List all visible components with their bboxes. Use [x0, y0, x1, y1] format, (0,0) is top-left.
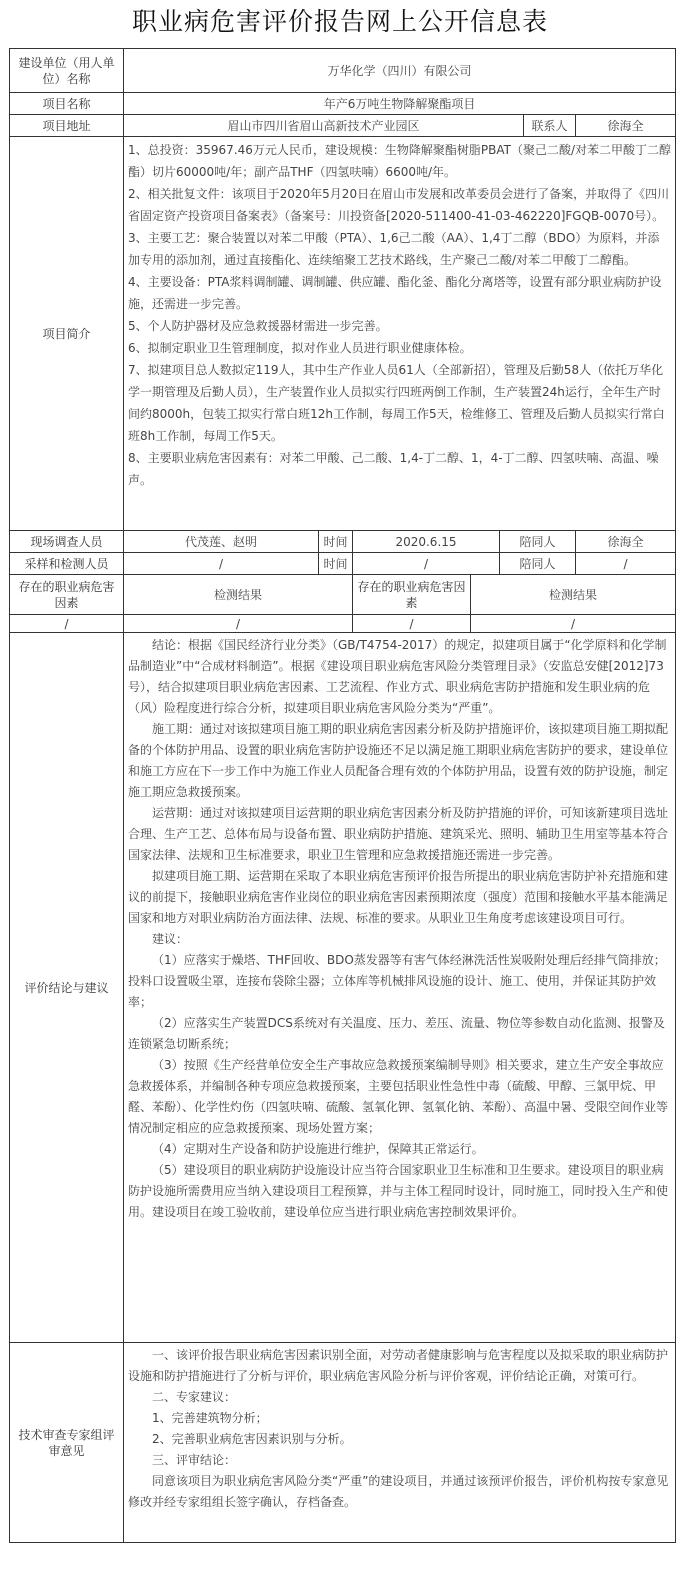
intro-item: 6、拟制定职业卫生管理制度，拟对作业人员进行职业健康体检。 [128, 341, 472, 355]
hazard-value-2: / [353, 615, 471, 633]
survey-time-value: 2020.6.15 [353, 531, 500, 553]
project-name-value: 年产6万吨生物降解聚酯项目 [124, 93, 676, 115]
hazard-value-1: / [10, 615, 124, 633]
review-heading: 三、评审结论： [152, 1453, 237, 1467]
suggestion-item: （4）定期对生产设备和防护设施进行维护，保障其正常运行。 [152, 1142, 484, 1156]
intro-item: 2、相关批复文件：该项目于2020年5月20日在眉山市发展和改革委员会进行了备案，并取得了《四川省固定资产投资项目备案表》（备案号：川投资备[2020-511400-41-03-462220]FGQB-0070号）。 [128, 187, 670, 223]
sampling-value: / [124, 553, 319, 575]
review-content [124, 1343, 676, 1543]
review-item: 2、完善职业病危害因素识别与分析。 [152, 1432, 352, 1446]
sampling-time-value: / [353, 553, 500, 575]
sampling-escort-value: / [576, 553, 676, 575]
intro-label: 项目简介 [10, 137, 124, 531]
suggestion-item: （2）应落实生产装置DCS系统对有关温度、压力、差压、流量、物位等参数自动化监测、报警及连锁紧急切断系统； [128, 1016, 665, 1051]
contact-value: 徐海全 [576, 115, 676, 137]
page-title: 职业病危害评价报告网上公开信息表 [131, 7, 548, 36]
intro-item: 3、主要工艺：聚合装置以对苯二甲酸（PTA）、1,6己二酸（AA）、1,4丁二醇（BDO）为原料，并添加专用的添加剂，通过直接酯化、连续缩聚工艺技术路线，生产聚己二酸/对苯二甲酸丁二醇酯。 [128, 231, 660, 267]
intro-item: 1、总投资：35967.46万元人民币，建设规模：生物降解聚酯树脂PBAT（聚己二酸/对苯二甲酸丁二醇酯）切片60000吨/年；副产品THF（四氢呋喃）6600吨/年。 [128, 143, 672, 179]
conclusion-paragraph: 结论：根据《国民经济行业分类》（GB/T4754-2017）的规定，拟建项目属于“化学原料和化学制品制造业”中“合成材料制造”。根据《建设项目职业病危害风险分类管理目录》（安监总安健[2012]73号），结合拟建项目职业病危害因素、工艺流程、作业方式、职业病危害防护措施和发生职业病的危（风）险程度进行综合分析，拟建项目职业病危害风险分类为“严重”。 [128, 638, 667, 715]
sampling-time-label: 时间 [319, 553, 353, 575]
review-heading: 二、专家建议： [152, 1390, 237, 1404]
conclusion-label: 评价结论与建议 [10, 633, 124, 1343]
survey-value: 代茂莲、赵明 [124, 531, 319, 553]
intro-item: 5、个人防护器材及应急救援器材需进一步完善。 [128, 319, 388, 333]
result-header-2: 检测结果 [471, 575, 676, 615]
survey-escort-label: 陪同人 [500, 531, 576, 553]
result-value-1: / [124, 615, 353, 633]
intro-item: 8、主要职业病危害因素有：对苯二甲酸、己二酸、1,4-丁二醇、1，4-丁二醇、四氢呋喃、高温、噪声。 [128, 451, 659, 487]
unit-label: 建设单位（用人单位）名称 [10, 49, 124, 93]
sampling-label: 采样和检测人员 [10, 553, 124, 575]
intro-item: 4、主要设备：PTA浆料调制罐、调制罐、供应罐、酯化釜、酯化分离塔等，设置有部分职业病防护设施，还需进一步完善。 [128, 275, 662, 311]
contact-label: 联系人 [524, 115, 576, 137]
hazard-header-1: 存在的职业病危害因素 [10, 575, 124, 615]
survey-escort-value: 徐海全 [576, 531, 676, 553]
conclusion-paragraph: 运营期：通过对该拟建项目运营期的职业病危害因素分析及防护措施的评价，可知该新建项目选址合理、生产工艺、总体布局与设备布置、职业病防护措施、建筑采光、照明、辅助卫生用室等基本符合国家法律、法规和卫生标准要求，职业卫生管理和应急救援措施还需进一步完善。 [128, 806, 669, 862]
address-value: 眉山市四川省眉山高新技术产业园区 [124, 115, 524, 137]
review-paragraph: 同意该项目为职业病危害风险分类“严重”的建设项目，并通过该预评价报告，评价机构按专家意见修改并经专家组组长签字确认，存档备查。 [128, 1474, 669, 1509]
sampling-escort-label: 陪同人 [500, 553, 576, 575]
info-table [9, 48, 676, 1543]
conclusion-content [124, 633, 676, 1343]
hazard-header-2: 存在的职业病危害因素 [353, 575, 471, 615]
suggestion-heading: 建议： [152, 932, 189, 946]
project-name-label: 项目名称 [10, 93, 124, 115]
suggestion-item: （1）应落实于燥塔、THF回收、BDO蒸发器等有害气体经淋洗活性炭吸附处理后经排气筒排放；投料口设置吸尘罩，连接布袋除尘器；立体库等机械排风设施的设计、施工、使用，并保证其防护效率； [128, 953, 666, 1009]
review-item: 1、完善建筑物分析； [152, 1411, 268, 1425]
review-paragraph: 一、该评价报告职业病危害因素识别全面，对劳动者健康影响与危害程度以及拟采取的职业病防护设施和防护措施进行了分析与评价，职业病危害风险分析与评价客观，评价结论正确，对策可行。 [128, 1348, 669, 1383]
address-label: 项目地址 [10, 115, 124, 137]
intro-item: 7、拟建项目总人数拟定119人，其中生产作业人员61人（全部新招），管理及后勤58人（依托万华化学一期管理及后勤人员），生产装置作业人员拟实行四班两倒工作制，生产装置24h运行，全年生产时间约8000h，包装工拟实行常白班12h工作制，每周工作5天，检维修工、管理及后勤人员拟实行常白班8h工作制，每周工作5天。 [128, 363, 665, 443]
survey-label: 现场调查人员 [10, 531, 124, 553]
review-label: 技术审查专家组评审意见 [10, 1343, 124, 1543]
unit-value: 万华化学（四川）有限公司 [124, 49, 676, 93]
result-value-2: / [471, 615, 676, 633]
intro-content [124, 137, 676, 531]
suggestion-item: （5）建设项目的职业病防护设施设计应当符合国家职业卫生标准和卫生要求。建设项目的职业病防护设施所需费用应当纳入建设项目工程预算，并与主体工程同时设计，同时施工，同时投入生产和使用。建设项目在竣工验收前，建设单位应当进行职业病危害控制效果评价。 [128, 1163, 669, 1219]
conclusion-paragraph: 拟建项目施工期、运营期在采取了本职业病危害预评价报告所提出的职业病危害防护补充措施和建议的前提下，接触职业病危害作业岗位的职业病危害因素预期浓度（强度）范围和接触水平基本能满足国家和地方对职业病防治方面法律、法规、标准的要求。从职业卫生角度考虑该建设项目可行。 [128, 869, 669, 925]
suggestion-item: （3）按照《生产经营单位安全生产事故应急救援预案编制导则》相关要求，建立生产安全事故应急救援体系，并编制各种专项应急救援预案，主要包括职业性急性中毒（硫酸、甲醇、三氯甲烷、甲醛、苯酚）、化学性灼伤（四氢呋喃、硫酸、氢氧化钾、氢氧化钠、苯酚）、高温中暑、受限空间作业等情况制定相应的应急救援预案、现场处置方案； [128, 1058, 669, 1135]
survey-time-label: 时间 [319, 531, 353, 553]
result-header-1: 检测结果 [124, 575, 353, 615]
conclusion-paragraph: 施工期：通过对该拟建项目施工期的职业病危害因素分析及防护措施评价，该拟建项目施工期拟配备的个体防护用品、设置的职业病危害防护设施还不足以满足施工期职业病危害防护的要求，建设单位和施工方应在下一步工作中为施工作业人员配备合理有效的个体防护用品，设置有效的防护设施，制定施工期应急救援预案。 [128, 722, 669, 799]
